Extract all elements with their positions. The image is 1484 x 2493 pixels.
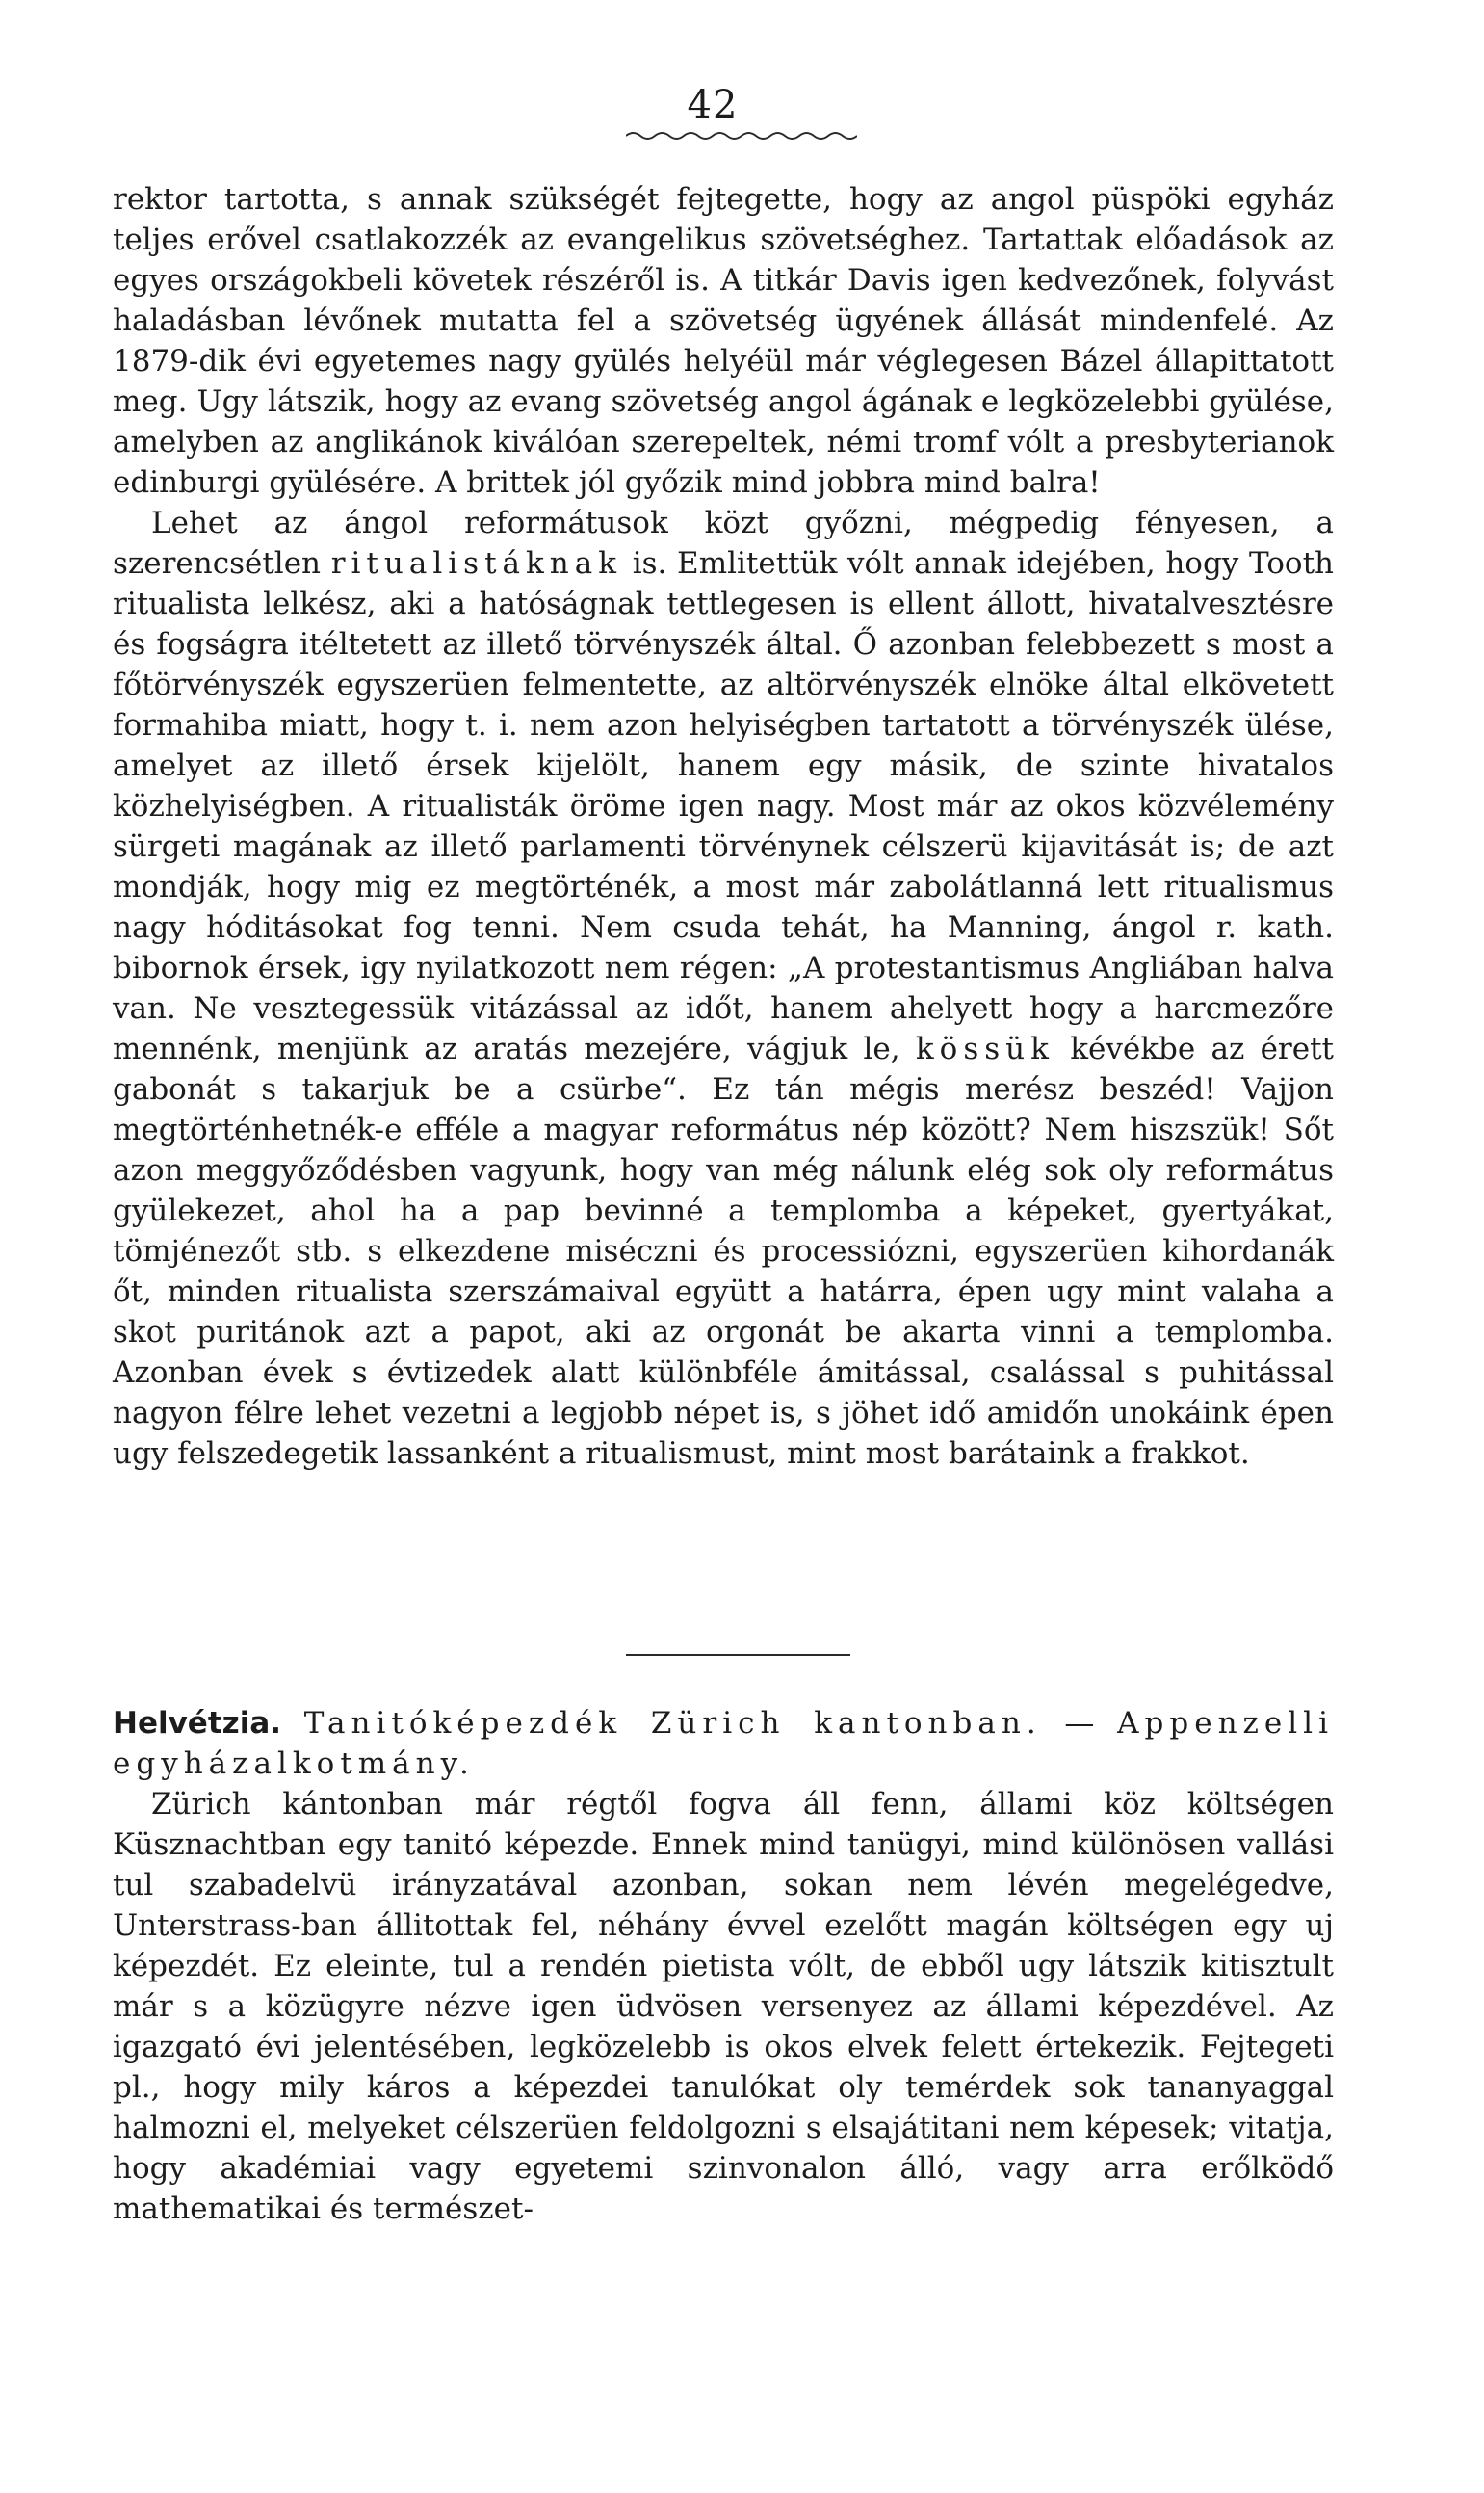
section-heading (113, 1703, 1334, 1784)
spaced-emphasis-word: ritualistáknak (330, 546, 623, 581)
heading-subtitle: Tanitóképezdék Zürich kantonban. (303, 1706, 1042, 1741)
page-number: 42 (687, 83, 739, 127)
paragraph-continuation: rektor tartotta, s annak szükségét fejtegette, hogy az angol püspöki egyház teljes erővel csatlakozzék az evangelikus szövetséghez. Tartattak előadások az egyes országokbeli követek részéről is. A titkár Davis igen kedvezőnek, folyvást haladásban lévőnek mutatta fel a szövetség ügyének állását mindenfelé. Az 1879-dik évi egyetemes nagy gyülés helyéül már véglegesen Bázel állapittatott meg. Ugy látszik, hogy az evang szövetség angol ágának e legközelebbi gyülése, amelyben az anglikánok kiválóan szerepeltek, némi tromf vólt a presbyterianok edinburgi gyülésére. A brittek jól győzik mind jobbra mind balra! (113, 182, 1334, 500)
paragraph-ritualists (113, 503, 1334, 1474)
spaced-emphasis-word: kössük (915, 1032, 1054, 1066)
paragraph-text: kévékbe az érett gabonát s takarjuk be a csürbe“. Ez tán mégis merész beszéd! Vajjon megtörténhetnék-e efféle a magyar református nép között? Nem hiszszük! Sőt azon meggyőződésben vagyunk, hogy van még nálunk elég sok oly református gyülekezet, ahol ha a pap bevinné a templomba a képeket, gyertyákat, tömjénezőt stb. s elkezdene miséczni és processiózni, egyszerüen kihordanák őt, minden ritualista szerszámaival együtt a határra, épen ugy mint valaha a skot puritánok azt a papot, aki az orgonát be akarta vinni a templomba. Azonban évek s évtizedek alatt különbféle ámitással, csalással s puhitással nagyon félre lehet vezetni a legjobb népet is, s jöhet idő amidőn unokáink épen ugy felszedegetik lassanként a ritualismust, mint most barátaink a frakkot. (113, 1032, 1334, 1471)
paragraph-text: Lehet az ángol reformátusok közt győzni, mégpedig fényesen, a szerencsétlen (113, 506, 1334, 581)
paragraph-text: is. Emlitettük vólt annak idejében, hogy Tooth ritualista lelkész, aki a hatóságnak tettlegesen is ellent állott, hivatalvesztésre és fogságra itéltetett az illető törvényszék által. Ő azonban felebbezett s most a főtörvényszék egyszerüen felmentette, az altörvényszék elnöke által elkövetett formahiba miatt, hogy t. i. nem azon helyiségben tartatott a törvényszék ülése, amelyet az illető érsek kijelölt, hanem egy másik, de szinte hivatalos közhelyiségben. A ritualisták öröme igen nagy. Most már az okos közvélemény sürgeti magának az illető parlamenti törvénynek célszerü kijavitását is; de azt mondják, hogy mig ez megtörténék, a most már zabolátlanná lett ritualismus nagy hóditásokat fog tenni. Nem csuda tehát, ha Manning, ángol r. kath. bibornok érsek, igy nyilatkozott nem régen: „A protestantismus Angliában halva van. Ne vesztegessük vitázással az időt, hanem ahelyett hogy a harcmezőre mennénk, menjünk az aratás mezejére, vágjuk le, (113, 546, 1334, 1066)
paragraph-zurich: Zürich kántonban már régtől fogva áll fenn, állami köz költségen Küsznachtban egy tanitó képezde. Ennek mind tanügyi, mind különösen vallási tul szabadelvü irányzatával azonban, sokan nem lévén megelégedve, Unterstrass-ban állitottak fel, néhány évvel ezelőtt magán költségen egy uj képezdét. Ez eleinte, tul a rendén pietista vólt, de ebből ugy látszik kitisztult már s a közügyre nézve igen üdvösen versenyez az állami képezdével. Az igazgató évi jelentésében, legközelebb is okos elvek felett értekezik. Fejtegeti pl., hogy mily káros a képezdei tanulókat oly temérdek sok tananyaggal halmozni el, melyeket célszerüen feldolgozni s elsajátitani nem képesek; vitatja, hogy akadémiai vagy egyetemi szinvonalon álló, vagy arra erőlködő mathematikai és természet- (113, 1787, 1334, 2226)
heading-dash: — (1064, 1706, 1095, 1741)
section-divider (626, 1654, 850, 1656)
heading-country: Helvétzia. (113, 1706, 282, 1741)
wavy-rule-ornament (626, 129, 857, 143)
article-ritualism-section (113, 179, 1334, 1474)
heading-subtitle: Appenzelli egyházalkotmány. (113, 1706, 1334, 1781)
article-helvetia-section (113, 1703, 1334, 2229)
